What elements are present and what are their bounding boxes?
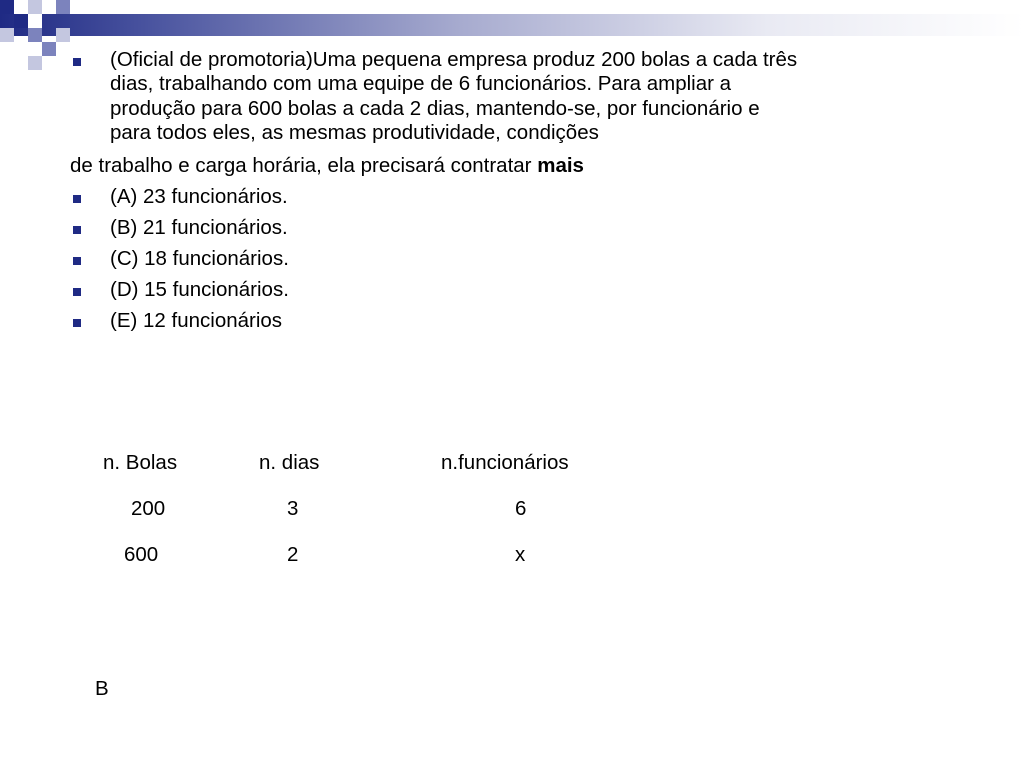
option-c: (C) 18 funcionários. [110, 247, 289, 270]
option-a: (A) 23 funcionários. [110, 185, 288, 208]
table-header: n. dias [259, 451, 320, 474]
question-line: produção para 600 bolas a cada 2 dias, mantendo-se, por funcionário e [110, 97, 760, 120]
question-line: para todos eles, as mesmas produtividade, condições [110, 121, 599, 144]
option-b: (B) 21 funcionários. [110, 216, 288, 239]
table-cell: 6 [515, 497, 527, 520]
continuation-text: de trabalho e carga horária, ela precisará contratar [70, 154, 538, 177]
question-continuation [70, 154, 584, 178]
option-d: (D) 15 funcionários. [110, 278, 289, 301]
bullet-icon [73, 288, 81, 296]
table-cell: 200 [131, 497, 166, 520]
answer-letter: B [95, 677, 109, 700]
table-cell: 600 [124, 543, 159, 566]
table-header: n. Bolas [103, 451, 178, 474]
table-cell: x [515, 543, 526, 566]
table-cell: 3 [287, 497, 299, 520]
question-line: dias, trabalhando com uma equipe de 6 funcionários. Para ampliar a [110, 72, 732, 95]
option-e: (E) 12 funcionários [110, 309, 283, 332]
table-header: n.funcionários [441, 451, 569, 474]
bullet-icon [73, 58, 81, 66]
bullet-icon [73, 319, 81, 327]
bullet-icon [73, 226, 81, 234]
continuation-bold: mais [537, 154, 584, 177]
question-line: (Oficial de promotoria)Uma pequena empresa produz 200 bolas a cada três [110, 48, 798, 71]
bullet-icon [73, 257, 81, 265]
bullet-icon [73, 195, 81, 203]
table-cell: 2 [287, 543, 299, 566]
